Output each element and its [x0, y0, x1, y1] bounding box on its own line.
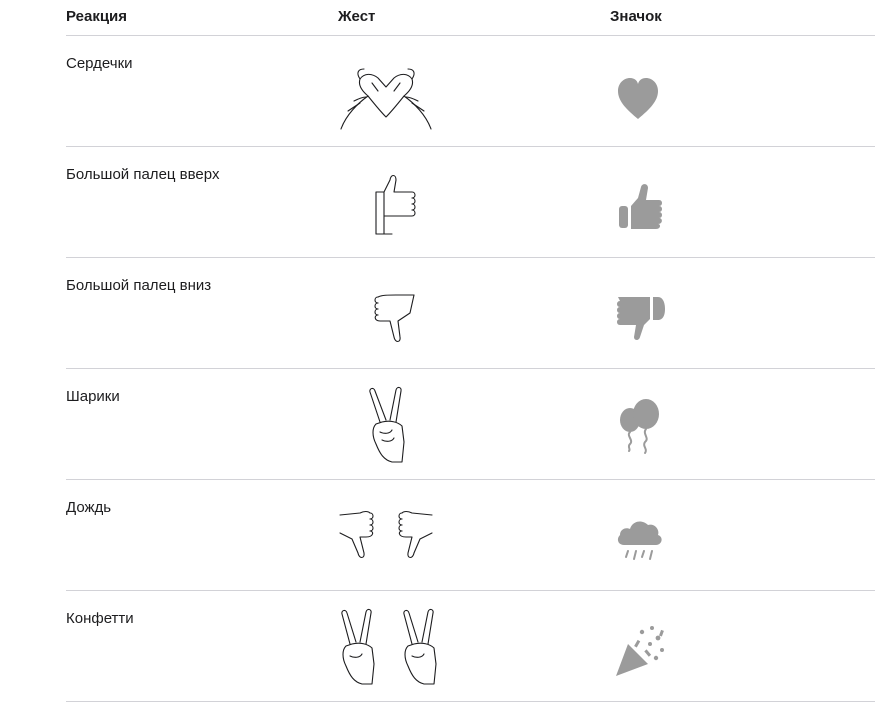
reaction-label: Конфетти — [66, 610, 134, 627]
thumb-up-hand-icon — [306, 162, 466, 242]
table-row — [66, 147, 875, 258]
thumbs-down-icon — [606, 285, 670, 349]
rain-cloud-icon — [606, 507, 670, 571]
thumb-down-hand-icon — [306, 273, 466, 353]
reaction-label: Большой палец вверх — [66, 166, 220, 183]
heart-hands-icon — [306, 51, 466, 131]
header-gesture: Жест — [338, 8, 376, 25]
header-icon: Значок — [610, 8, 662, 25]
table-row — [66, 258, 875, 369]
thumbs-up-icon — [606, 174, 670, 238]
reactions-table — [66, 0, 875, 702]
heart-icon — [606, 63, 670, 127]
header-reaction: Реакция — [66, 8, 128, 25]
reaction-label: Сердечки — [66, 55, 133, 72]
confetti-icon — [606, 618, 670, 682]
two-thumbs-down-hands-icon — [306, 495, 466, 575]
peace-hand-icon — [306, 384, 466, 464]
table-row — [66, 36, 875, 147]
reaction-label: Шарики — [66, 388, 120, 405]
reaction-label: Большой палец вниз — [66, 277, 212, 294]
table-row — [66, 591, 875, 702]
two-peace-hands-icon — [306, 606, 466, 686]
balloons-icon — [606, 396, 670, 460]
table-header — [66, 0, 875, 36]
table-row — [66, 480, 875, 591]
reaction-label: Дождь — [66, 499, 112, 516]
table-row — [66, 369, 875, 480]
